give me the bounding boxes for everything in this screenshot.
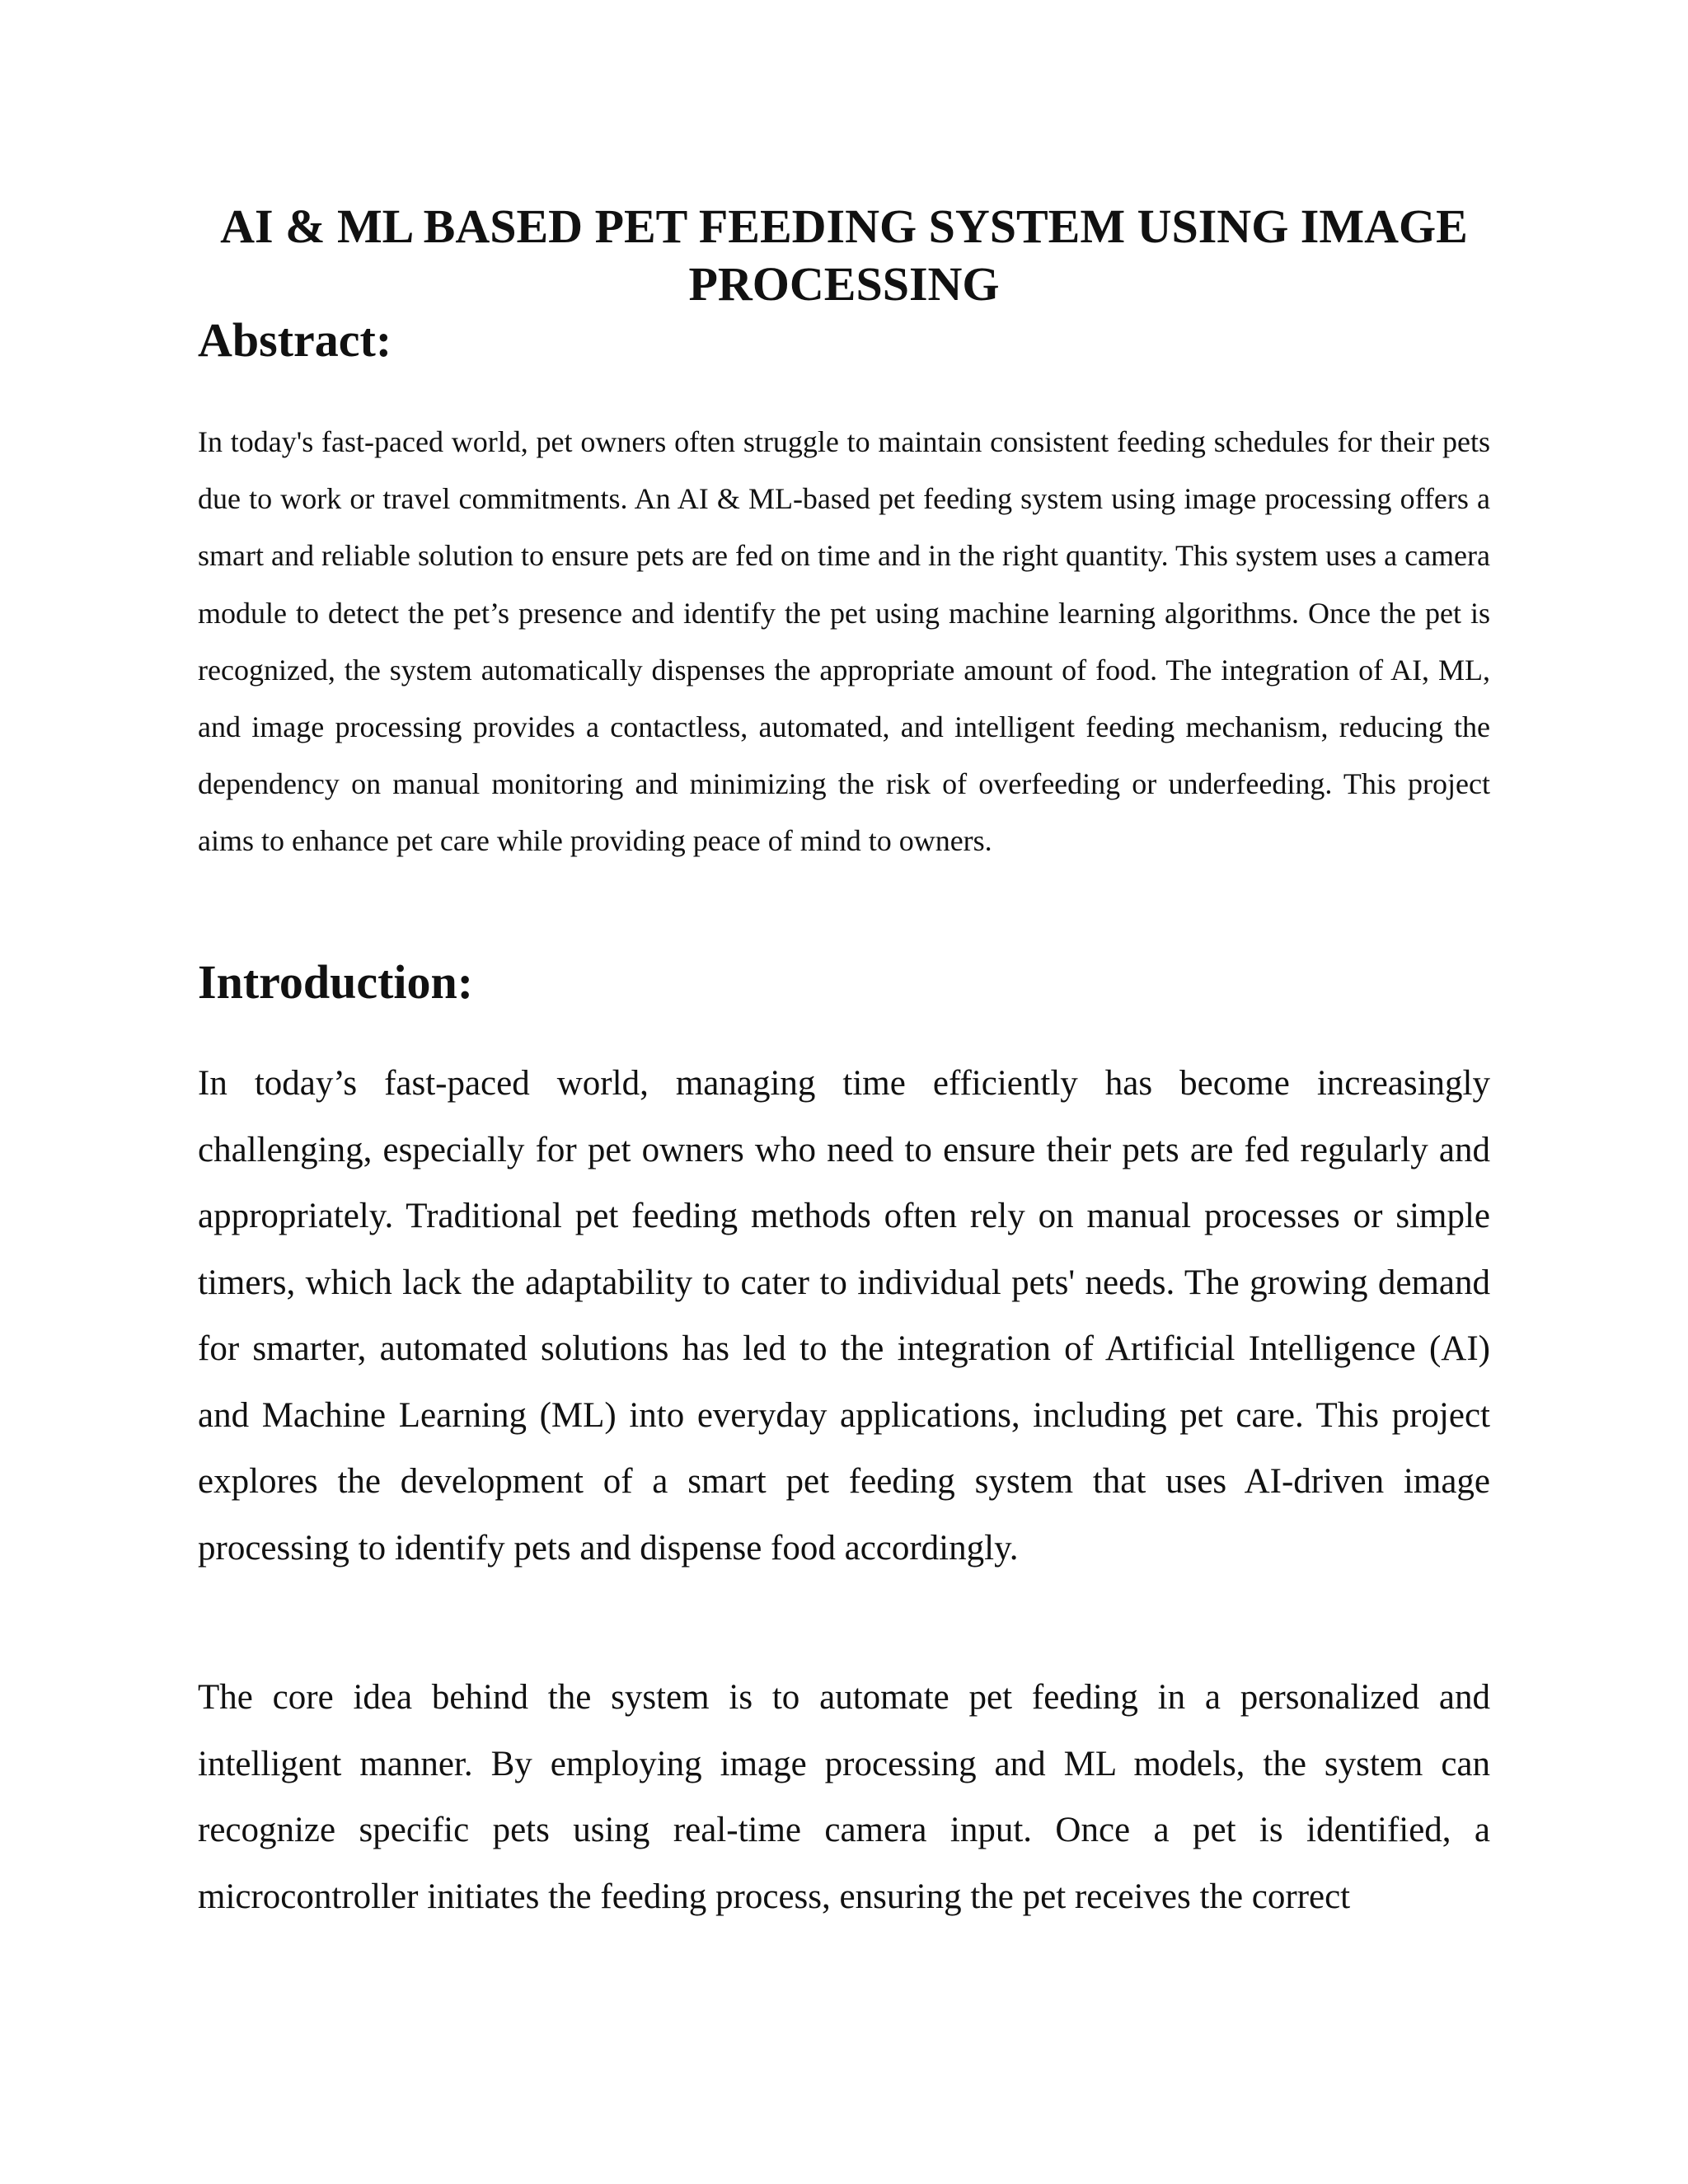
abstract-heading: Abstract: <box>198 313 392 367</box>
introduction-paragraph-1: In today’s fast-paced world, managing time efficiently has become increasingly challenging, especially for pet owners who need to ensure their pets are fed regularly and appropriately. Traditional pet feeding methods often rely on manual processes or simple timers, which lack the adaptability to cater to individual pets' needs. The growing demand for smarter, automated solutions has led to the integration of Artificial Intelligence (AI) and Machine Learning (ML) into everyday applications, including pet care. This project explores the development of a smart pet feeding system that uses AI-driven image processing to identify pets and dispense food accordingly. <box>198 1064 1490 1568</box>
introduction-heading: Introduction: <box>198 955 474 1009</box>
introduction-paragraph-2: The core idea behind the system is to automate pet feeding in a personalized and intelligent manner. By employing image processing and ML models, the system can recognize specific pets using real-time camera input. Once a pet is identified, a microcontroller initiates the feeding process, ensuring the pet receives the correct <box>198 1678 1490 1916</box>
document-title: AI & ML BASED PET FEEDING SYSTEM USING IMAGE PROCESSING <box>220 199 1468 311</box>
abstract-paragraph: In today's fast-paced world, pet owners often struggle to maintain consistent feeding schedules for their pets due to work or travel commitments. An AI & ML-based pet feeding system using image processing offers a smart and reliable solution to ensure pets are fed on time and in the right quantity. This system uses a camera module to detect the pet’s presence and identify the pet using machine learning algorithms. Once the pet is recognized, the system automatically dispenses the appropriate amount of food. The integration of AI, ML, and image processing provides a contactless, automated, and intelligent feeding mechanism, reducing the dependency on manual monitoring and minimizing the risk of overfeeding or underfeeding. This project aims to enhance pet care while providing peace of mind to owners. <box>198 425 1490 858</box>
